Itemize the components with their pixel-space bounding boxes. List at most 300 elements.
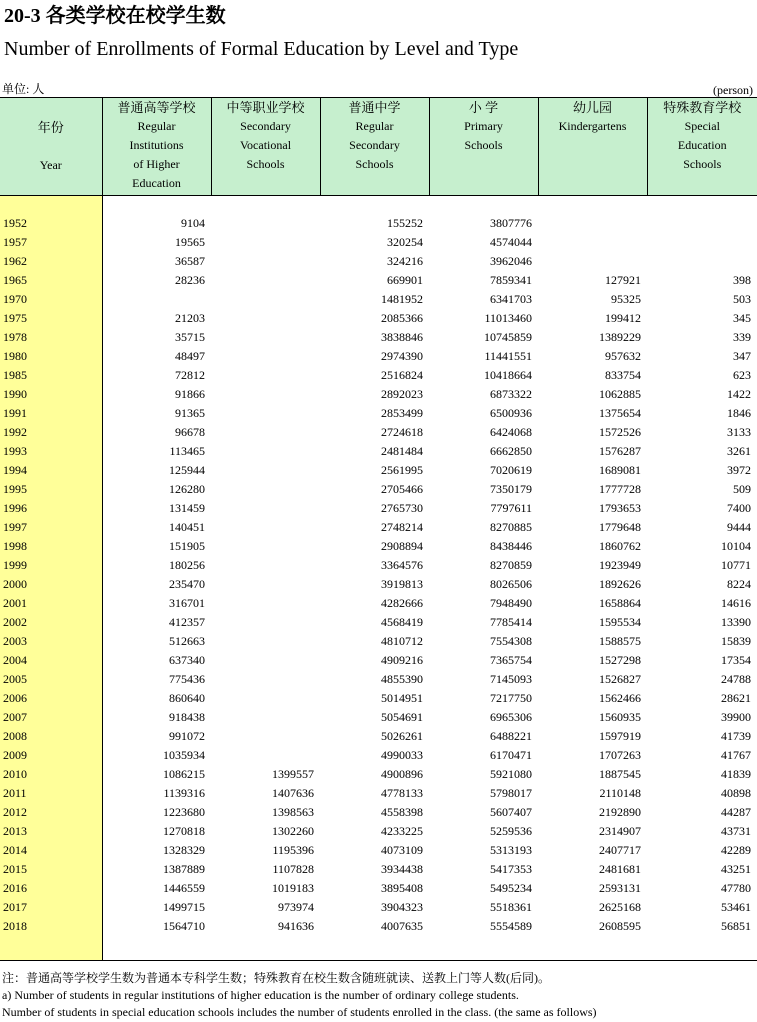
value-cell: 2608595	[599, 919, 641, 933]
value-cell: 324216	[387, 254, 423, 268]
value-cell: 2625168	[599, 900, 641, 914]
value-cell: 1793653	[599, 501, 641, 515]
year-cell: 2016	[0, 879, 102, 898]
value-cell: 43731	[721, 824, 751, 838]
value-cell: 503	[733, 292, 751, 306]
value-cell: 28236	[175, 273, 205, 287]
value-cell: 5798017	[490, 786, 532, 800]
table-row	[0, 594, 757, 613]
table-body	[0, 196, 757, 961]
value-cell: 412357	[169, 615, 205, 629]
column-header-english: Schools	[355, 157, 394, 171]
value-cell: 7145093	[490, 672, 532, 686]
value-cell	[211, 556, 320, 575]
value-cell: 4810712	[381, 634, 423, 648]
value-cell: 91866	[175, 387, 205, 401]
value-cell: 833754	[605, 368, 641, 382]
value-cell: 4233225	[381, 824, 423, 838]
table-row	[0, 632, 757, 651]
year-cell: 1975	[0, 309, 102, 328]
column-header-english: Secondary	[240, 119, 291, 133]
year-cell: 2007	[0, 708, 102, 727]
value-cell: 623	[733, 368, 751, 382]
value-cell: 42289	[721, 843, 751, 857]
column-header-english: Schools	[246, 157, 285, 171]
value-cell	[647, 233, 757, 252]
value-cell	[211, 309, 320, 328]
value-cell: 1527298	[599, 653, 641, 667]
year-cell: 1998	[0, 537, 102, 556]
value-cell: 3364576	[381, 558, 423, 572]
value-cell: 19565	[175, 235, 205, 249]
column-header-english: of Higher	[133, 157, 180, 171]
value-cell: 199412	[605, 311, 641, 325]
value-cell: 8224	[727, 577, 751, 591]
column-header-english: Schools	[683, 157, 722, 171]
year-cell: 1997	[0, 518, 102, 537]
year-cell: 1994	[0, 461, 102, 480]
value-cell: 15839	[721, 634, 751, 648]
table-row	[0, 537, 757, 556]
column-header-english: Year	[39, 158, 62, 172]
table-row	[0, 575, 757, 594]
value-cell: 4909216	[381, 653, 423, 667]
value-cell	[211, 480, 320, 499]
value-cell: 2481484	[381, 444, 423, 458]
value-cell: 2593131	[599, 881, 641, 895]
value-cell: 3807776	[490, 216, 532, 230]
table-row	[0, 784, 757, 803]
year-cell: 1992	[0, 423, 102, 442]
value-cell: 1062885	[599, 387, 641, 401]
value-cell: 6424068	[490, 425, 532, 439]
value-cell: 1389229	[599, 330, 641, 344]
value-cell: 1560935	[599, 710, 641, 724]
value-cell: 2481681	[599, 862, 641, 876]
column-header-english: Schools	[464, 138, 503, 152]
value-cell: 155252	[387, 216, 423, 230]
value-cell: 7365754	[490, 653, 532, 667]
value-cell: 3962046	[490, 254, 532, 268]
value-cell: 2974390	[381, 349, 423, 363]
value-cell: 2085366	[381, 311, 423, 325]
value-cell: 4073109	[381, 843, 423, 857]
value-cell: 3934438	[381, 862, 423, 876]
column-header-english: Institutions	[129, 138, 184, 152]
value-cell: 126280	[169, 482, 205, 496]
value-cell: 2853499	[381, 406, 423, 420]
value-cell: 235470	[169, 577, 205, 591]
value-cell: 2908894	[381, 539, 423, 553]
value-cell: 6500936	[490, 406, 532, 420]
value-cell: 6662850	[490, 444, 532, 458]
value-cell: 7859341	[490, 273, 532, 287]
value-cell: 1139316	[163, 786, 205, 800]
column-header-3	[320, 98, 429, 196]
column-header-english: Primary	[464, 119, 503, 133]
value-cell: 40898	[721, 786, 751, 800]
year-cell: 2002	[0, 613, 102, 632]
value-cell	[211, 252, 320, 271]
value-cell	[211, 442, 320, 461]
value-cell: 2765730	[381, 501, 423, 515]
value-cell: 4558398	[381, 805, 423, 819]
value-cell	[211, 708, 320, 727]
table-row	[0, 442, 757, 461]
value-cell	[211, 461, 320, 480]
year-cell: 1962	[0, 252, 102, 271]
value-cell: 860640	[169, 691, 205, 705]
table-header-row	[0, 98, 757, 196]
value-cell: 2561995	[381, 463, 423, 477]
table-row	[0, 214, 757, 233]
value-cell: 95325	[611, 292, 641, 306]
table-row	[0, 309, 757, 328]
column-header-1	[102, 98, 211, 196]
value-cell: 1398563	[272, 805, 314, 819]
year-cell: 2010	[0, 765, 102, 784]
value-cell: 2748214	[381, 520, 423, 534]
value-cell: 1923949	[599, 558, 641, 572]
value-cell: 5554589	[490, 919, 532, 933]
value-cell: 669901	[387, 273, 423, 287]
value-cell: 1777728	[599, 482, 641, 496]
value-cell: 4990033	[381, 748, 423, 762]
table-row	[0, 841, 757, 860]
table-row	[0, 271, 757, 290]
value-cell	[647, 214, 757, 233]
unit-label-english: (person)	[713, 83, 753, 97]
value-cell	[211, 575, 320, 594]
table-row	[0, 613, 757, 632]
value-cell: 7797611	[490, 501, 532, 515]
value-cell: 2314907	[599, 824, 641, 838]
value-cell: 24788	[721, 672, 751, 686]
value-cell: 9104	[181, 216, 205, 230]
value-cell: 1526827	[599, 672, 641, 686]
value-cell: 1481952	[381, 292, 423, 306]
value-cell: 1270818	[163, 824, 205, 838]
value-cell: 5054691	[381, 710, 423, 724]
value-cell: 1779648	[599, 520, 641, 534]
value-cell: 1887545	[599, 767, 641, 781]
value-cell: 973974	[278, 900, 314, 914]
value-cell: 7350179	[490, 482, 532, 496]
column-header-english: Secondary	[349, 138, 400, 152]
value-cell: 512663	[169, 634, 205, 648]
column-header-english: Kindergartens	[558, 119, 627, 133]
value-cell: 7785414	[490, 615, 532, 629]
value-cell: 4855390	[381, 672, 423, 686]
value-cell	[211, 366, 320, 385]
value-cell: 1595534	[599, 615, 641, 629]
value-cell: 1422	[727, 387, 751, 401]
year-cell: 1978	[0, 328, 102, 347]
value-cell	[211, 613, 320, 632]
value-cell	[211, 233, 320, 252]
value-cell: 1658864	[599, 596, 641, 610]
value-cell: 1562466	[599, 691, 641, 705]
table-row	[0, 461, 757, 480]
value-cell: 96678	[175, 425, 205, 439]
value-cell: 131459	[169, 501, 205, 515]
table-row	[0, 898, 757, 917]
year-cell: 2008	[0, 727, 102, 746]
value-cell: 1576287	[599, 444, 641, 458]
value-cell: 1019183	[272, 881, 314, 895]
value-cell	[102, 290, 211, 309]
value-cell: 113465	[169, 444, 205, 458]
year-cell: 2013	[0, 822, 102, 841]
value-cell: 1387889	[163, 862, 205, 876]
value-cell: 2516824	[381, 368, 423, 382]
value-cell: 1328329	[163, 843, 205, 857]
value-cell	[211, 423, 320, 442]
value-cell	[211, 670, 320, 689]
column-header-4	[429, 98, 538, 196]
year-cell: 2014	[0, 841, 102, 860]
year-cell: 1952	[0, 214, 102, 233]
value-cell: 72812	[175, 368, 205, 382]
value-cell: 1707263	[599, 748, 641, 762]
column-header-chinese: 年份	[37, 120, 64, 135]
table-row	[0, 290, 757, 309]
value-cell	[211, 632, 320, 651]
year-cell: 1985	[0, 366, 102, 385]
value-cell: 7020619	[490, 463, 532, 477]
table-row	[0, 822, 757, 841]
value-cell	[211, 385, 320, 404]
value-cell: 339	[733, 330, 751, 344]
value-cell: 7554308	[490, 634, 532, 648]
table-row	[0, 347, 757, 366]
value-cell: 347	[733, 349, 751, 363]
value-cell: 125944	[169, 463, 205, 477]
value-cell: 8026506	[490, 577, 532, 591]
value-cell	[647, 252, 757, 271]
value-cell: 11441551	[484, 349, 532, 363]
value-cell: 5313193	[490, 843, 532, 857]
value-cell: 8438446	[490, 539, 532, 553]
value-cell: 5417353	[490, 862, 532, 876]
value-cell: 637340	[169, 653, 205, 667]
value-cell: 6341703	[490, 292, 532, 306]
footnotes	[2, 970, 597, 1021]
value-cell: 4007635	[381, 919, 423, 933]
table-row	[0, 518, 757, 537]
value-cell: 316701	[169, 596, 205, 610]
value-cell: 21203	[175, 311, 205, 325]
column-header-english: Vocational	[239, 138, 292, 152]
value-cell	[538, 214, 647, 233]
value-cell: 3895408	[381, 881, 423, 895]
value-cell: 140451	[169, 520, 205, 534]
value-cell: 2110148	[599, 786, 641, 800]
value-cell: 151905	[169, 539, 205, 553]
year-cell: 1990	[0, 385, 102, 404]
value-cell: 3919813	[381, 577, 423, 591]
value-cell: 1086215	[163, 767, 205, 781]
table-row	[0, 480, 757, 499]
year-cell: 2018	[0, 917, 102, 936]
year-cell: 1995	[0, 480, 102, 499]
value-cell: 1689081	[599, 463, 641, 477]
value-cell	[211, 499, 320, 518]
value-cell: 5607407	[490, 805, 532, 819]
value-cell: 41839	[721, 767, 751, 781]
value-cell: 1499715	[163, 900, 205, 914]
value-cell: 10104	[721, 539, 751, 553]
footnote-chinese: 注：普通高等学校学生数为普通本专科学生数；特殊教育在校生数含随班就读、送教上门等人数(后同)。	[2, 971, 550, 985]
year-cell: 2017	[0, 898, 102, 917]
value-cell	[211, 404, 320, 423]
value-cell: 1195396	[272, 843, 314, 857]
column-header-chinese: 幼儿园	[572, 100, 612, 115]
value-cell: 4574044	[490, 235, 532, 249]
year-cell: 1965	[0, 271, 102, 290]
year-cell: 2003	[0, 632, 102, 651]
value-cell: 2892023	[381, 387, 423, 401]
value-cell: 3904323	[381, 900, 423, 914]
value-cell: 957632	[605, 349, 641, 363]
value-cell: 1597919	[599, 729, 641, 743]
value-cell: 1892626	[599, 577, 641, 591]
value-cell: 5014951	[381, 691, 423, 705]
column-header-english: Education	[132, 176, 181, 190]
table-row	[0, 651, 757, 670]
year-cell: 2004	[0, 651, 102, 670]
value-cell: 3261	[727, 444, 751, 458]
value-cell: 127921	[605, 273, 641, 287]
value-cell: 3838846	[381, 330, 423, 344]
value-cell: 6965306	[490, 710, 532, 724]
value-cell: 918438	[169, 710, 205, 724]
column-header-chinese: 普通高等学校	[117, 100, 196, 115]
value-cell	[211, 746, 320, 765]
column-header-english: Regular	[355, 119, 394, 133]
enrollment-table	[0, 97, 757, 961]
value-cell	[211, 689, 320, 708]
unit-label-chinese: 单位: 人	[2, 82, 45, 96]
value-cell: 5921080	[490, 767, 532, 781]
year-cell: 2000	[0, 575, 102, 594]
year-cell: 2009	[0, 746, 102, 765]
value-cell	[211, 651, 320, 670]
value-cell: 53461	[721, 900, 751, 914]
value-cell: 6170471	[490, 748, 532, 762]
column-header-5	[538, 98, 647, 196]
value-cell: 398	[733, 273, 751, 287]
value-cell: 5026261	[381, 729, 423, 743]
value-cell: 320254	[387, 235, 423, 249]
value-cell	[211, 290, 320, 309]
value-cell: 7217750	[490, 691, 532, 705]
value-cell: 941636	[278, 919, 314, 933]
value-cell: 41739	[721, 729, 751, 743]
year-cell: 1980	[0, 347, 102, 366]
value-cell: 1588575	[599, 634, 641, 648]
value-cell: 36587	[175, 254, 205, 268]
value-cell	[211, 727, 320, 746]
value-cell: 10745859	[484, 330, 532, 344]
table-title-chinese: 20-3 各类学校在校学生数	[4, 5, 226, 27]
year-cell: 1996	[0, 499, 102, 518]
table-row	[0, 689, 757, 708]
table-row	[0, 366, 757, 385]
table-row	[0, 860, 757, 879]
value-cell	[211, 328, 320, 347]
column-header-year	[0, 98, 102, 196]
year-cell: 2005	[0, 670, 102, 689]
value-cell: 8270885	[490, 520, 532, 534]
value-cell: 4778133	[381, 786, 423, 800]
table-row	[0, 727, 757, 746]
value-cell: 7948490	[490, 596, 532, 610]
value-cell: 91365	[175, 406, 205, 420]
table-row	[0, 233, 757, 252]
value-cell: 14616	[721, 596, 751, 610]
table-row	[0, 423, 757, 442]
value-cell: 1399557	[272, 767, 314, 781]
value-cell: 4282666	[381, 596, 423, 610]
value-cell: 1107828	[272, 862, 314, 876]
value-cell: 4900896	[381, 767, 423, 781]
value-cell: 1572526	[599, 425, 641, 439]
year-cell: 1999	[0, 556, 102, 575]
value-cell: 1446559	[163, 881, 205, 895]
value-cell: 1860762	[599, 539, 641, 553]
value-cell: 17354	[721, 653, 751, 667]
table-row	[0, 499, 757, 518]
value-cell: 41767	[721, 748, 751, 762]
table-row	[0, 328, 757, 347]
table-row	[0, 765, 757, 784]
value-cell: 1223680	[163, 805, 205, 819]
value-cell: 10771	[721, 558, 751, 572]
year-cell: 1957	[0, 233, 102, 252]
value-cell: 6873322	[490, 387, 532, 401]
value-cell: 13390	[721, 615, 751, 629]
value-cell: 1375654	[599, 406, 641, 420]
value-cell: 9444	[727, 520, 751, 534]
value-cell	[211, 518, 320, 537]
year-cell: 2011	[0, 784, 102, 803]
column-header-chinese: 中等职业学校	[226, 100, 305, 115]
value-cell: 775436	[169, 672, 205, 686]
value-cell: 4568419	[381, 615, 423, 629]
column-header-chinese: 普通中学	[348, 100, 401, 115]
year-cell: 2015	[0, 860, 102, 879]
value-cell: 39900	[721, 710, 751, 724]
value-cell: 509	[733, 482, 751, 496]
value-cell: 2407717	[599, 843, 641, 857]
footnote-english-a: a) Number of students in regular institutions of higher education is the number of ordinary college students.	[2, 988, 519, 1002]
year-cell: 1993	[0, 442, 102, 461]
table-row	[0, 385, 757, 404]
value-cell: 11013460	[484, 311, 532, 325]
value-cell: 1846	[727, 406, 751, 420]
column-header-6	[647, 98, 757, 196]
column-header-chinese: 特殊教育学校	[663, 100, 742, 115]
value-cell: 1564710	[163, 919, 205, 933]
value-cell	[211, 537, 320, 556]
value-cell: 10418664	[484, 368, 532, 382]
table-row	[0, 879, 757, 898]
value-cell: 5518361	[490, 900, 532, 914]
value-cell: 6488221	[490, 729, 532, 743]
value-cell	[211, 271, 320, 290]
value-cell	[211, 594, 320, 613]
